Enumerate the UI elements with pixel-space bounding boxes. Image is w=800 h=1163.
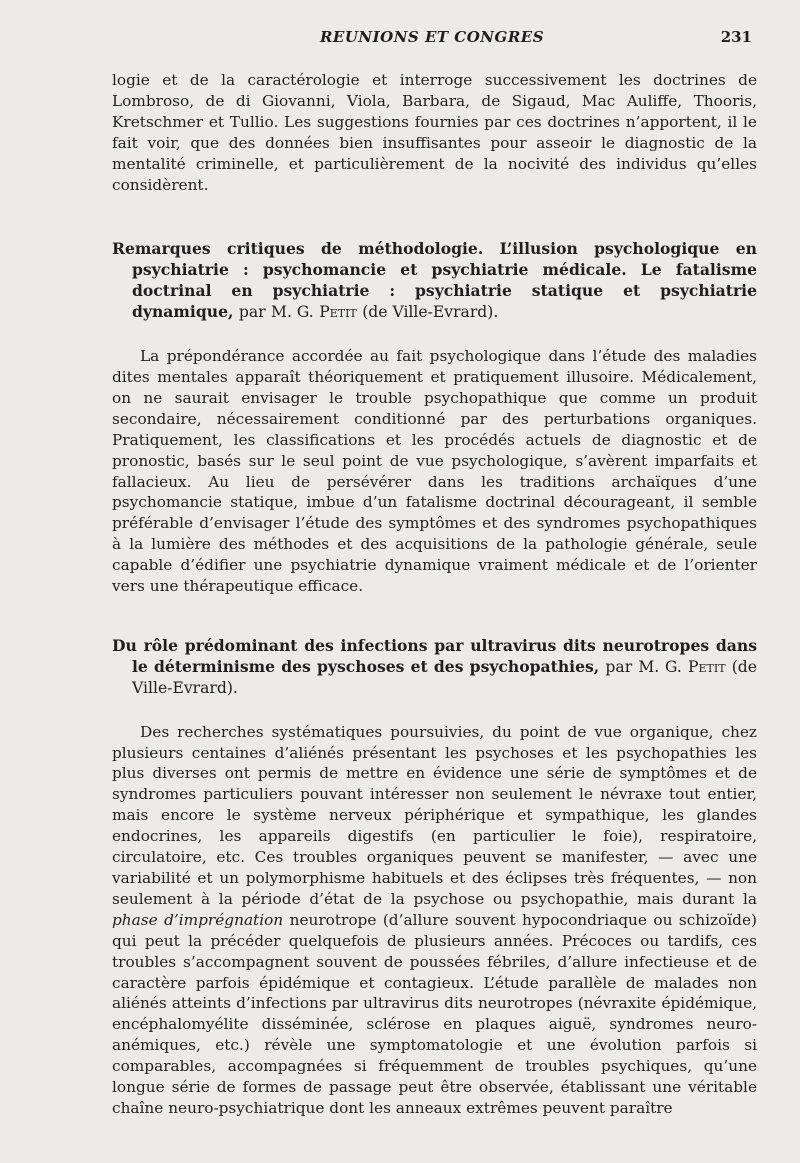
running-title: REUNIONS ET CONGRES — [319, 28, 545, 46]
page-header — [112, 28, 752, 52]
section-paragraph-2 — [112, 722, 757, 1119]
section-paragraph-1: La prépondérance accordée au fait psychologique dans l’étude des maladies dites mentales apparaît théoriquement et pratiquement illusoire. Médicalement, on ne saurait envisager le trouble psychopathique que comme un produit secondaire, nécessairement conditionné par des perturbations organiques. Pratiquement, les classifications et les procédés actuels de diagnostic et de pronostic, basés sur le seul point de vue psychologique, s’avèrent imparfaits et fallacieux. Au lieu de persévérer dans les traditions archaïques d’une psychomancie statique, imbue d’un fatalisme doctrinal décourageant, il semble préférable d’envisager l’étude des symptômes et des syndromes psychopathiques à la lumière des méthodes et des acquisitions de la pathologie générale, seule capable d’édifier une psychiatrie dynamique vraiment médicale et de l’orienter vers une thérapeutique efficace. — [112, 347, 757, 596]
section-title-2: Du rôle prédominant des infections par ultravirus dits neurotropes dans le déterminisme des pyschoses et des psychopathies, — [112, 635, 757, 676]
spacer — [112, 323, 757, 346]
page-body — [112, 70, 757, 1119]
page-number: 231 — [720, 28, 752, 46]
author-name-1: Petit — [319, 303, 357, 322]
section-title-1: Remarques critiques de méthodologie. L’illusion psychologique en psychiatrie : psychomancie et psychiatrie médicale. Le fatalisme doctrinal en psychiatrie : psychiatrie statique et psychiatrie dynamique, — [112, 239, 757, 322]
author-name-2: Petit — [687, 657, 726, 676]
spacer — [112, 699, 757, 722]
author-prefix-2: M. G. — [638, 657, 682, 676]
section-heading-1 — [112, 239, 757, 323]
affiliation-2: (de Ville-Evrard). — [132, 657, 757, 697]
paragraph-2-part-2: neurotrope (d’allure souvent hypocondriaque ou schizoïde) qui peut la précéder quelquefois de plusieurs années. Précoces ou tardifs, ces troubles s’accompagnent souvent de poussées fébriles, d’allure infectieuse et de caractère parfois épidémique et contagieux. L’étude parallèle de malades non aliénés atteints d’infections par ultravirus dits neurotropes (névraxite épidémique, encéphalomyélite disséminée, sclérose en plaques aiguë, syndromes neuro-anémiques, etc.) révèle une symptomatologie et une évolution parfois si comparables, accompagnées si fréquemment de troubles psychiques, qu’une longue série de formes de passage peut être observée, établissant une véritable chaîne neuro-psychiatrique dont les anneaux extrêmes peuvent paraître — [112, 910, 757, 1117]
intro-paragraph: logie et de la caractérologie et interroge successivement les doctrines de Lombroso, de di Giovanni, Viola, Barbara, de Sigaud, Mac Auliffe, Thooris, Kretschmer et Tullio. Les suggestions fournies par ces doctrines n’apportent, il le fait voir, que des données bien insuffisantes pour asseoir le diagnostic de la mentalité criminelle, et particulièrement de la nocivité des individus qu’elles considèrent. — [112, 71, 757, 194]
spacer — [112, 597, 757, 636]
section-heading-2 — [112, 636, 757, 699]
paragraph-2-part-1: Des recherches systématiques poursuivies, du point de vue organique, chez plusieurs centaines d’aliénés présentant les psychoses et les psychopathies les plus diverses ont permis de mettre en évidence une série de symptômes et de syndromes particuliers pouvant intéresser non seulement le névraxe tout entier, mais encore le système nerveux périphérique et sympathique, les glandes endocrines, les appareils digestifs (en particulier le foie), respiratoire, circulatoire, etc. Ces troubles organiques peuvent se manifester, — avec une variabilité et un polymorphisme habituels et des éclipses très fréquentes, — non seulement à la période d’état de la psychose ou psychopathie, mais durant la — [112, 722, 757, 908]
byline-par-2: par — [605, 657, 633, 676]
emphasis-phase: phase d’imprégnation — [112, 910, 284, 929]
author-prefix-1: M. G. — [271, 303, 314, 322]
spacer — [112, 195, 757, 239]
byline-par-1: par — [238, 303, 266, 322]
affiliation-1: (de Ville-Evrard). — [362, 303, 499, 322]
